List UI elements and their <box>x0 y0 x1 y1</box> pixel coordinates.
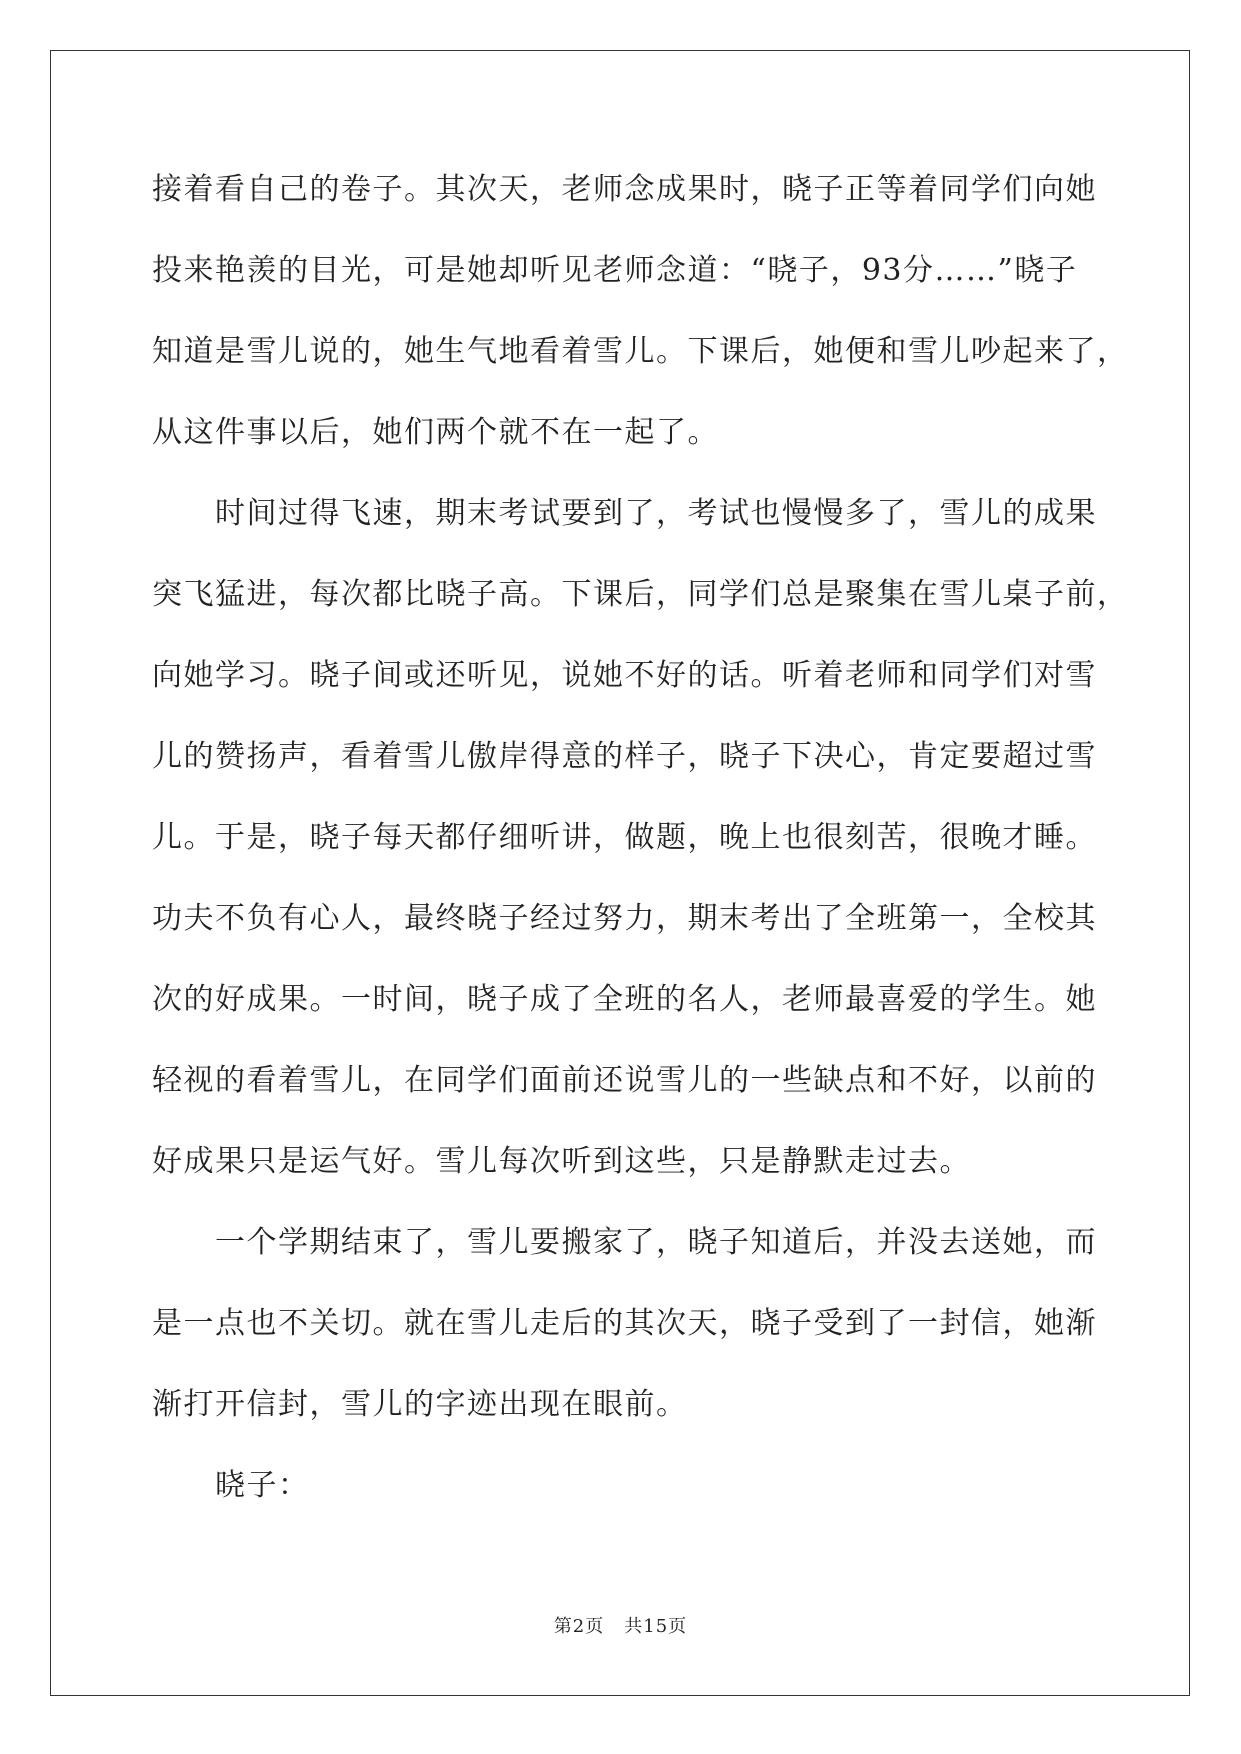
text-line: 突飞猛进，每次都比晓子高。下课后，同学们总是聚集在雪儿桌子前， <box>152 577 1129 612</box>
text-line: 接着看自己的卷子。其次天，老师念成果时，晓子正等着同学们向她 <box>152 172 1097 207</box>
text-line: 好成果只是运气好。雪儿每次听到这些，只是静默走过去。 <box>152 1144 971 1179</box>
page-total: 共15页 <box>624 1616 688 1637</box>
text-line: 知道是雪儿说的，她生气地看着雪儿。下课后，她便和雪儿吵起来了， <box>152 334 1129 369</box>
text-line: 渐打开信封，雪儿的字迹出现在眼前。 <box>152 1387 688 1422</box>
text-line: 一个学期结束了，雪儿要搬家了，晓子知道后，并没去送她，而 <box>215 1225 1097 1260</box>
text-line: 从这件事以后，她们两个就不在一起了。 <box>152 415 719 450</box>
page-footer <box>0 1612 1241 1638</box>
text-line: 投来艳羡的目光，可是她却听见老师念道：“晓子，93分……”晓子 <box>152 253 1078 288</box>
text-line: 儿的赞扬声，看着雪儿傲岸得意的样子，晓子下决心，肯定要超过雪 <box>152 739 1097 774</box>
text-line: 向她学习。晓子间或还听见，说她不好的话。听着老师和同学们对雪 <box>152 658 1097 693</box>
page-number: 第2页 <box>553 1616 605 1637</box>
text-line: 次的好成果。一时间，晓子成了全班的名人，老师最喜爱的学生。她 <box>152 982 1097 1017</box>
text-line: 轻视的看着雪儿，在同学们面前还说雪儿的一些缺点和不好，以前的 <box>152 1063 1097 1098</box>
text-line: 是一点也不关切。就在雪儿走后的其次天，晓子受到了一封信，她渐 <box>152 1306 1097 1341</box>
letter-salutation: 晓子： <box>215 1468 310 1503</box>
text-line: 儿。于是，晓子每天都仔细听讲，做题，晚上也很刻苦，很晚才睡。 <box>152 820 1097 855</box>
text-line: 时间过得飞速，期末考试要到了，考试也慢慢多了，雪儿的成果 <box>215 496 1097 531</box>
text-line: 功夫不负有心人，最终晓子经过努力，期末考出了全班第一，全校其 <box>152 901 1097 936</box>
document-body <box>152 165 1129 1542</box>
